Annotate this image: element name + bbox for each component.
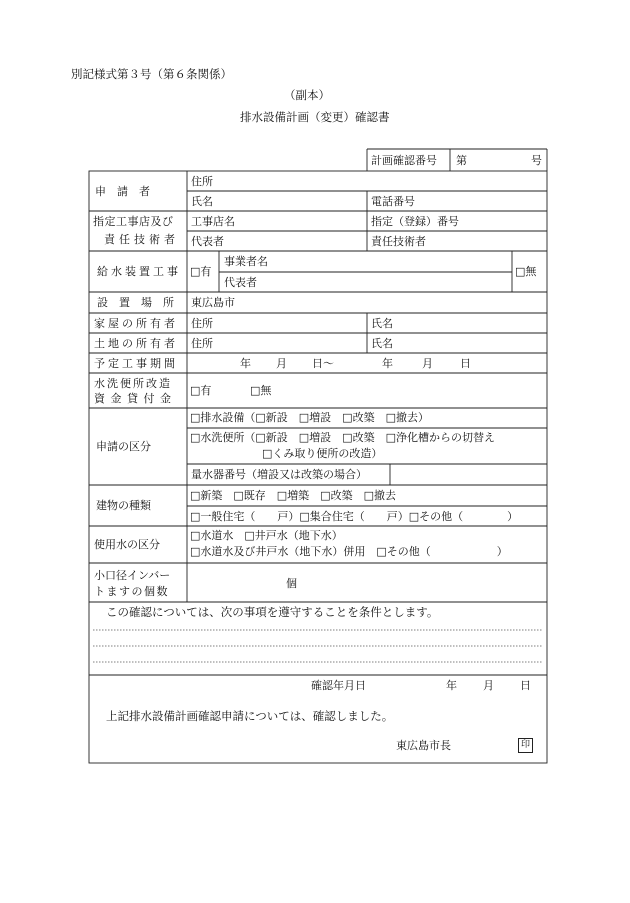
applicant-address: 住所 (191, 175, 213, 188)
applicant-name: 氏名 (191, 195, 213, 208)
house-owner-name: 氏名 (371, 317, 393, 330)
building-line1[interactable]: □新築 □既存 □増築 □改築 □撤去 (190, 489, 396, 502)
house-owner-address: 住所 (191, 317, 213, 330)
form-number: 別記様式第３号（第６条関係） (71, 67, 232, 81)
inverts-label-2: トますの個数 (94, 585, 169, 598)
building-label: 建物の種類 (96, 499, 151, 512)
category-meter: 量水器番号（増設又は改築の場合） (191, 468, 367, 481)
confirm-statement: 上記排水設備計画確認申請については、確認しました。 (106, 709, 394, 723)
toilet-loan-label-1: 水洗便所改造 (94, 377, 172, 390)
contractor-designation-no: 指定（登録）番号 (371, 215, 459, 228)
water-supply-representative: 代表者 (224, 276, 257, 289)
category-toilet-line2[interactable]: □くみ取り便所の改造） (262, 447, 383, 460)
confirm-number-label: 計画確認番号 (371, 154, 437, 167)
confirm-date-month: 月 (483, 679, 494, 692)
page-title: 排水設備計画（変更）確認書 (240, 110, 390, 124)
water-use-line1[interactable]: □水道水 □井戸水（地下水） (190, 529, 343, 542)
water-use-label: 使用水の区分 (94, 538, 160, 551)
water-supply-no[interactable]: □無 (515, 265, 537, 278)
toilet-loan-label-2: 資金貸付金 (94, 392, 177, 405)
confirm-date-year: 年 (446, 679, 457, 692)
schedule-year-1: 年 (240, 357, 251, 370)
contractor-shop-name: 工事店名 (191, 215, 235, 228)
water-supply-yes[interactable]: □有 (190, 265, 212, 278)
contractor-representative: 代表者 (191, 235, 224, 248)
seal-mark (518, 738, 533, 753)
schedule-day-1: 日～ (312, 357, 334, 370)
applicant-phone: 電話番号 (371, 195, 415, 208)
location-value: 東広島市 (191, 296, 235, 309)
land-owner-label: 土地の所有者 (94, 337, 178, 350)
inverts-label-1: 小口径インバー (94, 569, 171, 582)
contractor-chief-engineer: 責任技術者 (371, 235, 426, 248)
water-supply-label: 給水装置工事 (97, 265, 181, 278)
water-supply-business: 事業者名 (224, 255, 268, 268)
category-drain[interactable]: □排水設備（□新設 □増設 □改築 □撤去） (190, 411, 429, 424)
confirm-date-label: 確認年月日 (311, 679, 366, 692)
location-label: 設置場所 (97, 296, 185, 309)
copy-mark: （副本） (284, 88, 330, 102)
category-label: 申請の区分 (96, 440, 151, 453)
land-owner-name: 氏名 (371, 337, 393, 350)
schedule-year-2: 年 (382, 357, 393, 370)
land-owner-address: 住所 (191, 337, 213, 350)
applicant-label (95, 186, 180, 197)
seal-mark-text: 印 (520, 740, 530, 750)
confirm-date-day: 日 (520, 679, 531, 692)
confirm-number-go: 号 (531, 154, 542, 167)
schedule-label: 予定工事期間 (94, 357, 178, 370)
mayor-signature: 東広島市長 (396, 739, 451, 752)
schedule-day-2: 日 (460, 357, 471, 370)
contractor-label-1: 指定工事店及び (93, 215, 174, 228)
confirm-number-dai: 第 (456, 154, 467, 167)
inverts-unit: 個 (286, 577, 297, 590)
schedule-month-2: 月 (422, 357, 433, 370)
outer-frame (89, 171, 547, 763)
conditions-text: この確認については、次の事項を遵守することを条件とします。 (106, 605, 439, 619)
toilet-loan-no[interactable]: □無 (250, 384, 272, 397)
water-use-line2[interactable]: □水道水及び井戸水（地下水）併用 □その他（ ） (190, 545, 508, 558)
applicant-label-text: 申 請 者 (95, 185, 150, 198)
contractor-label-2: 責任技術者 (104, 233, 179, 246)
schedule-month-1: 月 (276, 357, 287, 370)
toilet-loan-yes[interactable]: □有 (190, 384, 212, 397)
house-owner-label: 家屋の所有者 (94, 317, 178, 330)
building-line2[interactable]: □一般住宅（ 戸）□集合住宅（ 戸）□その他（ ） (190, 510, 519, 523)
category-toilet-line1[interactable]: □水洗便所（□新設 □増設 □改築 □浄化槽からの切替え (190, 431, 495, 444)
